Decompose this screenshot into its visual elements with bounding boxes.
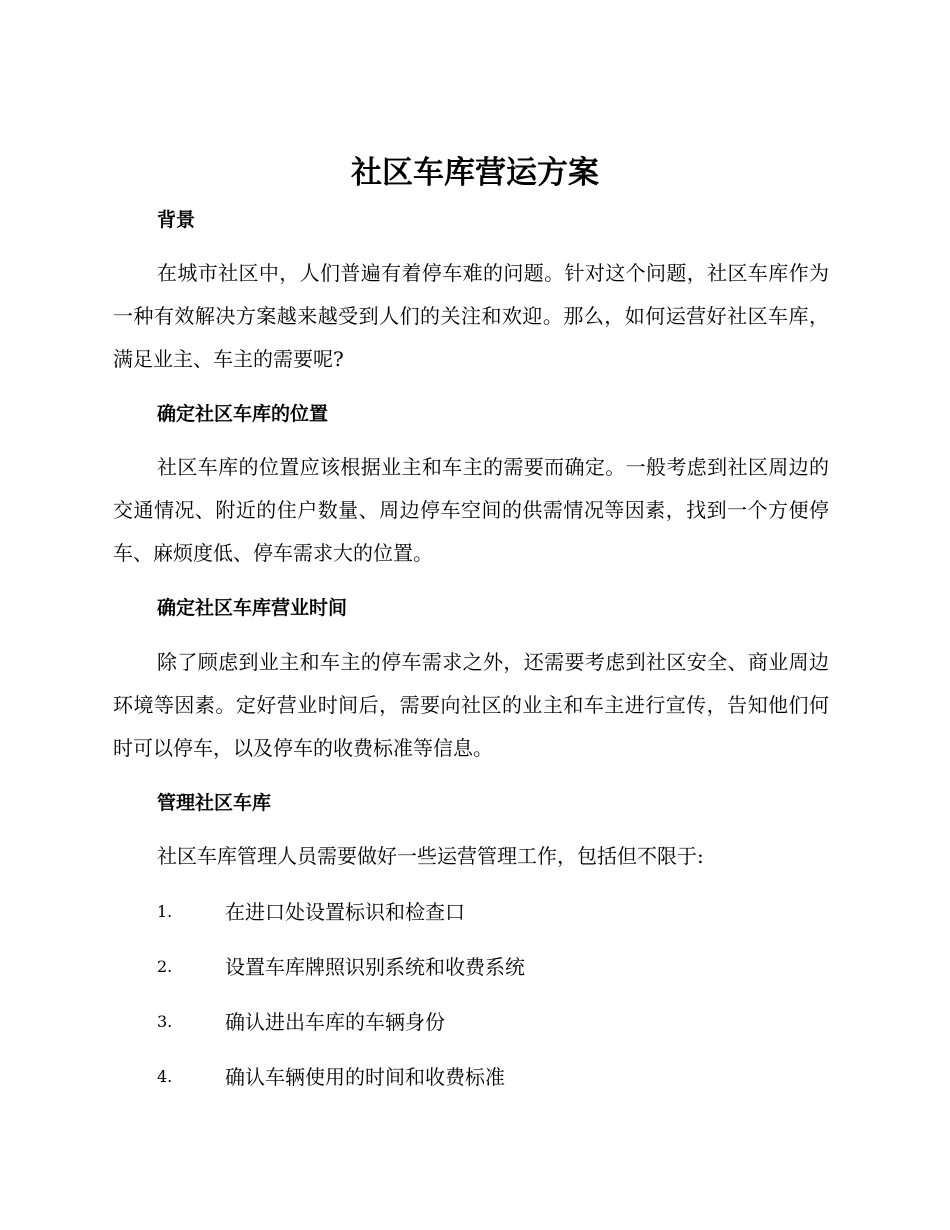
list-item-text: 在进口处设置标识和检查口 — [225, 900, 465, 924]
section-paragraph-management: 社区车库管理人员需要做好一些运营管理工作，包括但不限于: — [157, 844, 704, 868]
list-item-number: 4. — [157, 1067, 173, 1086]
list-item-number: 3. — [157, 1012, 173, 1031]
section-heading-business-hours: 确定社区车库营业时间 — [157, 597, 348, 619]
section-paragraph-business-hours: 除了顾虑到业主和车主的停车需求之外，还需要考虑到社区安全、商业周边环境等因素。定好营业时间后，需要向社区的业主和车主进行宣传，告知他们何时可以停车，以及停车的收费标准等信息。 — [113, 650, 829, 760]
list-item-text: 确认车辆使用的时间和收费标准 — [225, 1065, 505, 1089]
section-heading-location: 确定社区车库的位置 — [157, 403, 329, 425]
section-paragraph-background: 在城市社区中，人们普遍有着停车难的问题。针对这个问题，社区车库作为一种有效解决方案越来越受到人们的关注和欢迎。那么，如何运营好社区车库，满足业主、车主的需要呢? — [113, 261, 829, 371]
section-paragraph-location: 社区车库的位置应该根据业主和车主的需要而确定。一般考虑到社区周边的交通情况、附近的住户数量、周边停车空间的供需情况等因素，找到一个方便停车、麻烦度低、停车需求大的位置。 — [113, 455, 829, 565]
list-item-number: 1. — [157, 902, 173, 921]
document-title: 社区车库营运方案 — [351, 155, 599, 191]
list-item-text: 确认进出车库的车辆身份 — [225, 1010, 445, 1034]
section-heading-management: 管理社区车库 — [157, 792, 272, 814]
list-item-text: 设置车库牌照识别系统和收费系统 — [225, 955, 525, 979]
list-item-number: 2. — [157, 957, 173, 976]
section-heading-background: 背景 — [157, 209, 196, 231]
